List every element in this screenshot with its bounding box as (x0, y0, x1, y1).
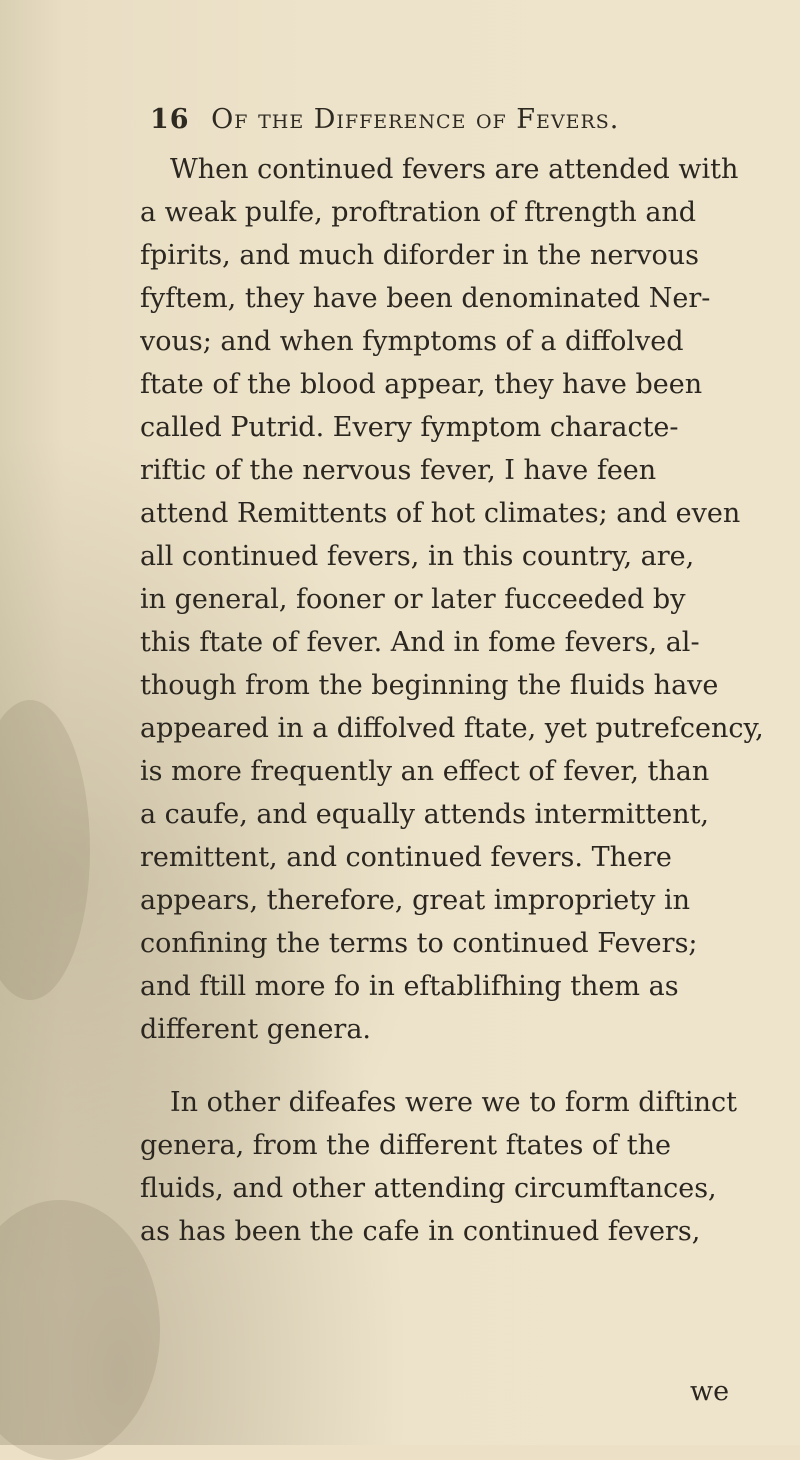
text-line: fyftem, they have been denominated Ner- (140, 283, 711, 314)
catchword: we (690, 1376, 730, 1407)
body-text (140, 148, 790, 1253)
text-line: all continued fevers, in this country, are, (140, 541, 695, 572)
text-line: In other difeafes were we to form diftinct (170, 1087, 738, 1118)
page-stain (0, 1200, 160, 1460)
text-line: When continued fevers are attended with (170, 154, 739, 185)
text-line: a weak pulfe, proftration of ftrength and (140, 197, 697, 228)
paragraph-gap (140, 1051, 790, 1081)
text-line: riftic of the nervous fever, I have feen (140, 455, 657, 486)
text-line: as has been the cafe in continued fevers, (140, 1216, 701, 1247)
text-line: though from the beginning the fluids have (140, 670, 719, 701)
text-line: remittent, and continued fevers. There (140, 842, 672, 873)
page-number: 16 (150, 104, 190, 135)
page-title: Of the Difference of Fevers. (211, 104, 620, 135)
text-line: fpirits, and much diforder in the nervous (140, 240, 700, 271)
text-line: this ftate of fever. And in fome fevers, al- (140, 627, 700, 658)
text-line: confining the terms to continued Fevers; (140, 928, 698, 959)
page-stain (0, 700, 90, 1000)
text-line: different genera. (140, 1014, 372, 1045)
text-line: in general, fooner or later fucceeded by (140, 584, 686, 615)
text-line: attend Remittents of hot climates; and even (140, 498, 741, 529)
paragraph (140, 148, 790, 1051)
paragraph (140, 1081, 790, 1253)
text-line: appears, therefore, great impropriety in (140, 885, 690, 916)
text-line: genera, from the different ftates of the (140, 1130, 671, 1161)
text-line: called Putrid. Every fymptom characte- (140, 412, 679, 443)
running-head (150, 104, 750, 135)
text-line: ftate of the blood appear, they have been (140, 369, 703, 400)
text-line: is more frequently an effect of fever, than (140, 756, 710, 787)
text-line: and ftill more fo in eftablifhing them as (140, 971, 679, 1002)
text-line: a caufe, and equally attends intermittent, (140, 799, 710, 830)
text-line: appeared in a diffolved ftate, yet putrefcency, (140, 713, 764, 744)
text-line: vous; and when fymptoms of a diffolved (140, 326, 684, 357)
text-line: fluids, and other attending circumftances, (140, 1173, 717, 1204)
